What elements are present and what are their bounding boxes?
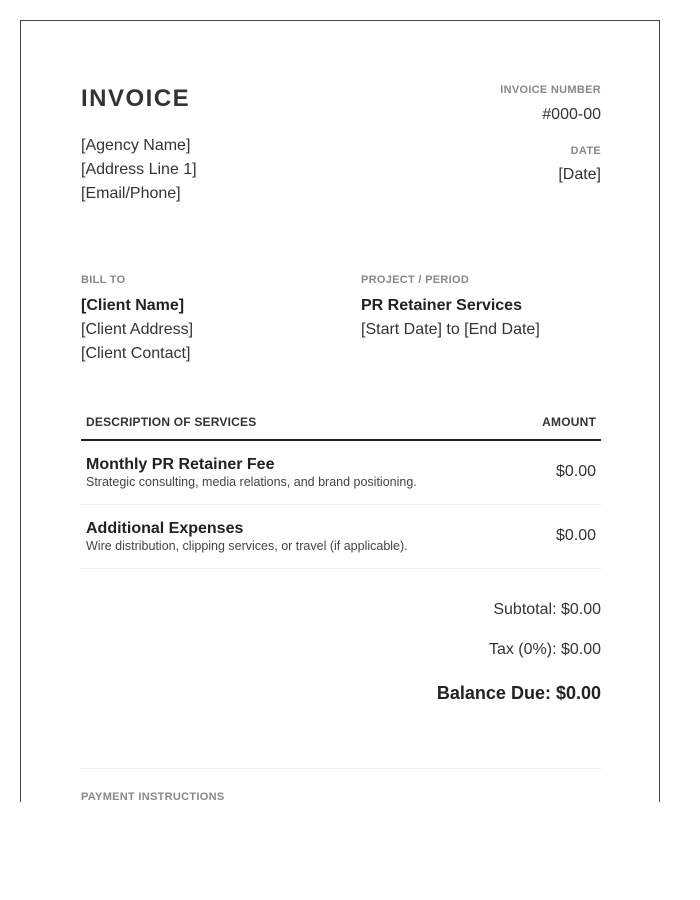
description-column-header: DESCRIPTION OF SERVICES	[86, 415, 257, 429]
project-period-label: PROJECT / PERIOD	[361, 274, 470, 286]
invoice-number-value: #000-00	[542, 106, 601, 123]
client-name: [Client Name]	[81, 297, 185, 314]
bill-to-label: BILL TO	[81, 274, 126, 286]
service-amount: $0.00	[555, 463, 596, 480]
table-row	[81, 441, 601, 505]
service-description: Strategic consulting, media relations, and brand positioning.	[86, 475, 417, 489]
agency-block	[81, 134, 197, 206]
project-name: PR Retainer Services	[361, 297, 522, 314]
invoice-number-label: INVOICE NUMBER	[500, 84, 601, 96]
service-name: Additional Expenses	[86, 520, 244, 537]
tax: Tax (0%): $0.00	[488, 641, 601, 658]
agency-name: [Agency Name]	[81, 137, 191, 154]
service-amount: $0.00	[555, 527, 596, 544]
agency-address: [Address Line 1]	[81, 161, 197, 178]
table-header	[81, 409, 601, 441]
client-address: [Client Address]	[81, 321, 194, 338]
invoice-sheet	[20, 20, 660, 802]
project-block	[361, 294, 540, 342]
subtotal: Subtotal: $0.00	[493, 601, 601, 618]
invoice-title: INVOICE	[81, 85, 191, 112]
bill-to-block	[81, 294, 193, 366]
service-name: Monthly PR Retainer Fee	[86, 456, 275, 473]
amount-column-header: AMOUNT	[542, 415, 596, 429]
services-table	[81, 409, 601, 569]
agency-contact: [Email/Phone]	[81, 185, 181, 202]
date-label: DATE	[570, 145, 601, 157]
client-contact: [Client Contact]	[81, 345, 191, 362]
payment-instructions-label: PAYMENT INSTRUCTIONS	[81, 791, 225, 802]
service-description: Wire distribution, clipping services, or travel (if applicable).	[86, 539, 408, 553]
table-row	[81, 505, 601, 569]
balance-due: Balance Due: $0.00	[436, 683, 601, 703]
section-divider	[81, 768, 601, 769]
project-period: [Start Date] to [End Date]	[361, 321, 540, 338]
date-value: [Date]	[558, 166, 601, 183]
